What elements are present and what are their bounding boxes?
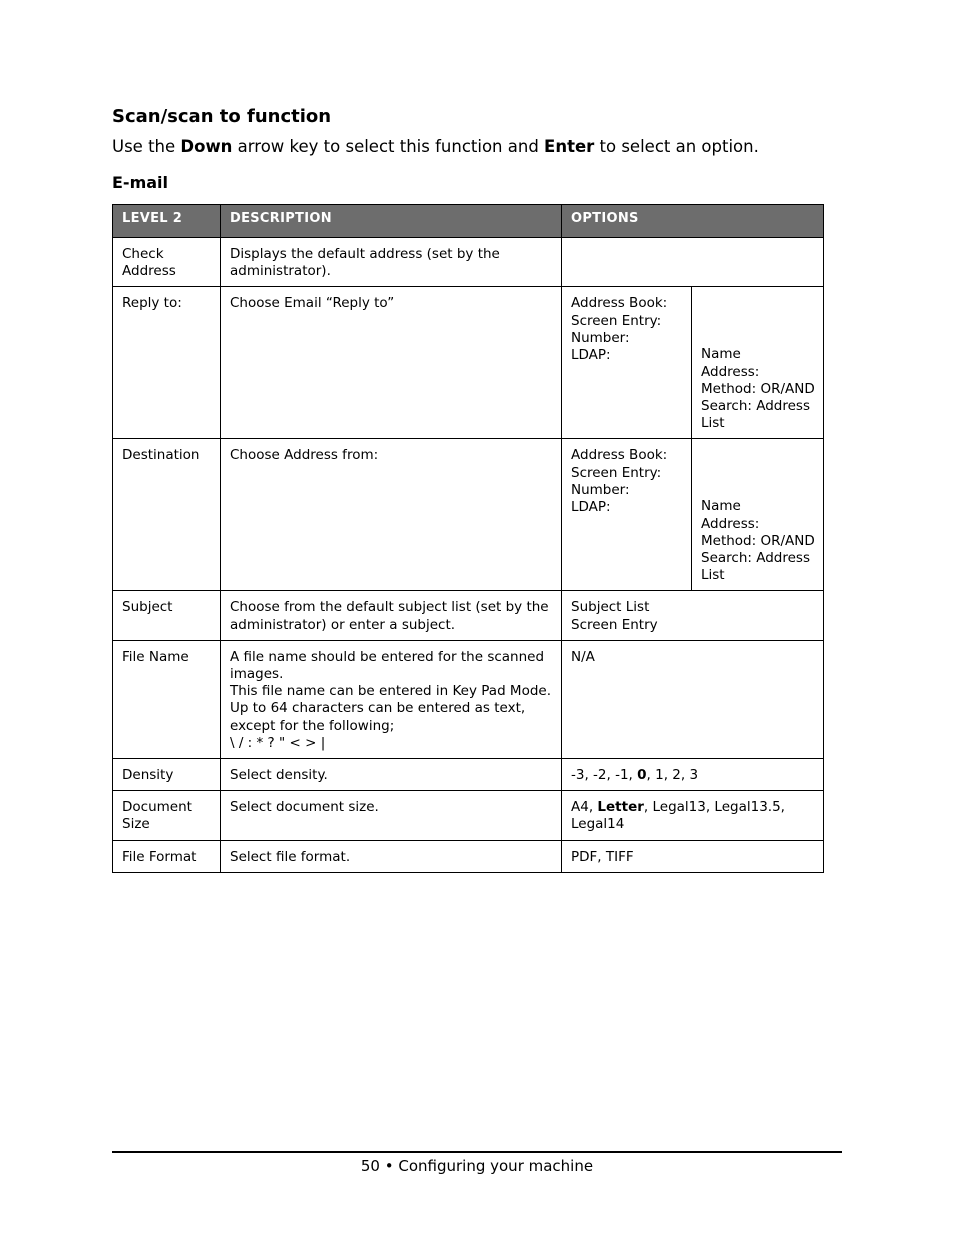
options-cell <box>562 238 824 287</box>
description-cell: Choose from the default subject list (set by the administrator) or enter a subject. <box>221 591 562 640</box>
page-footer: 50 • Configuring your machine <box>360 1157 594 1175</box>
description-cell: Select density. <box>221 759 562 791</box>
down-key-label: Down <box>180 137 233 156</box>
level-cell: Document Size <box>113 791 221 840</box>
options-right-cell: Name Address: Method: OR/AND Search: Address List <box>692 287 824 439</box>
options-cell: PDF, TIFF <box>562 840 824 872</box>
options-cell: -3, -2, -1, 0, 1, 2, 3 <box>562 759 824 791</box>
table-header-row <box>113 205 824 238</box>
default-value: Letter <box>597 799 644 816</box>
table-row <box>113 759 824 791</box>
options-left-cell: Address Book: Screen Entry: Number: LDAP: <box>562 287 692 439</box>
level-cell: Destination <box>113 439 221 591</box>
level-cell: Reply to: <box>113 287 221 439</box>
intro-text: arrow key to select this function and <box>232 137 545 156</box>
intro-text: Use the <box>112 137 181 156</box>
table-row <box>113 591 824 640</box>
section-heading: Scan/scan to function <box>112 106 332 127</box>
description-cell: A file name should be entered for the scanned images. This file name can be entered in Key Pad Mode. Up to 64 characters can be entered as text, except for the following; \ / : * ? " < > | <box>221 640 562 758</box>
enter-key-label: Enter <box>544 137 595 156</box>
header-options: OPTIONS <box>562 205 824 238</box>
options-cell: N/A <box>562 640 824 758</box>
table-row <box>113 439 824 591</box>
options-right-cell: Name Address: Method: OR/AND Search: Address List <box>692 439 824 591</box>
email-options-table <box>112 204 824 873</box>
options-cell: A4, Letter, Legal13, Legal13.5, Legal14 <box>562 791 824 840</box>
table-row <box>113 640 824 758</box>
level-cell: File Format <box>113 840 221 872</box>
level-cell: File Name <box>113 640 221 758</box>
options-cell: Subject List Screen Entry <box>562 591 824 640</box>
options-left-cell: Address Book: Screen Entry: Number: LDAP: <box>562 439 692 591</box>
description-cell: Select file format. <box>221 840 562 872</box>
default-value: 0 <box>637 767 647 784</box>
email-subheading: E-mail <box>112 173 169 192</box>
intro-paragraph <box>112 137 759 156</box>
header-level-2: LEVEL 2 <box>113 205 221 238</box>
level-cell: Subject <box>113 591 221 640</box>
table-row <box>113 287 824 439</box>
footer-divider <box>112 1151 842 1153</box>
header-description: DESCRIPTION <box>221 205 562 238</box>
description-cell: Choose Address from: <box>221 439 562 591</box>
description-cell: Displays the default address (set by the administrator). <box>221 238 562 287</box>
table-row <box>113 840 824 872</box>
description-cell: Choose Email “Reply to” <box>221 287 562 439</box>
level-cell: Density <box>113 759 221 791</box>
table-row <box>113 238 824 287</box>
intro-text: to select an option. <box>594 137 759 156</box>
description-cell: Select document size. <box>221 791 562 840</box>
table-row <box>113 791 824 840</box>
level-cell: Check Address <box>113 238 221 287</box>
